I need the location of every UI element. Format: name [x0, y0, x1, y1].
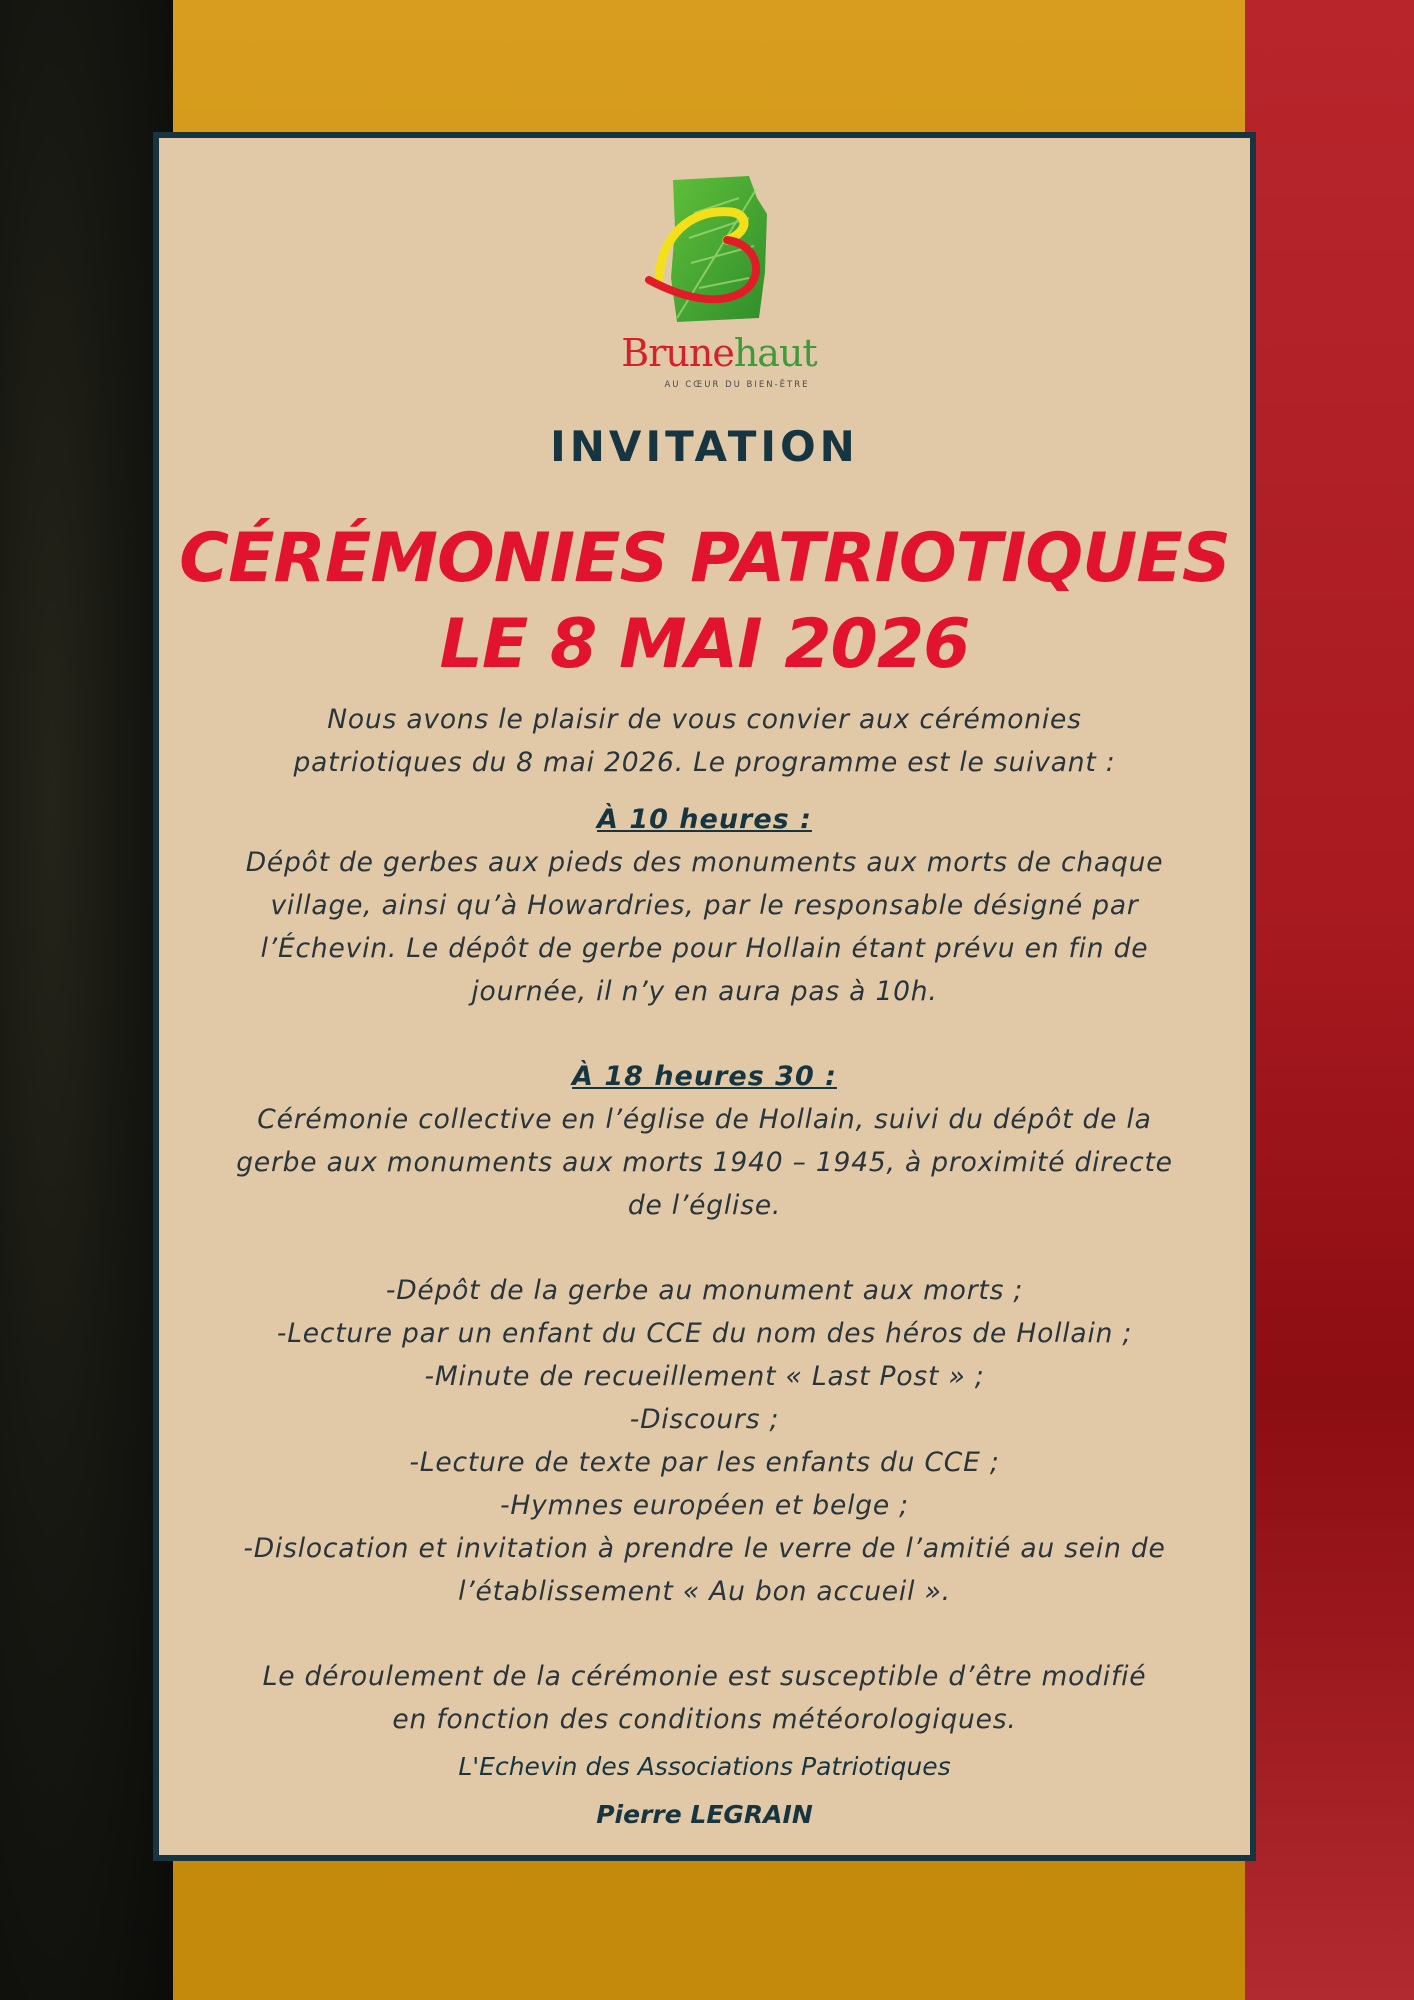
paragraph-10h: [179, 841, 1230, 1013]
paragraph-line: journée, il n’y en aura pas à 10h.: [471, 976, 938, 1007]
intro-paragraph: [179, 698, 1230, 784]
note-line: Le déroulement de la cérémonie est susceptible d’être modifié: [262, 1661, 1147, 1692]
paragraph-line: village, ainsi qu’à Howardries, par le responsable désigné par: [270, 890, 1139, 921]
program-item: -Minute de recueillement « Last Post » ;: [424, 1361, 985, 1392]
paragraph-line: Cérémonie collective en l’église de Hollain, suivi du dépôt de la: [257, 1104, 1152, 1135]
invitation-label: INVITATION: [550, 422, 859, 471]
note-line: en fonction des conditions météorologiques.: [392, 1704, 1017, 1735]
logo-wordmark: [599, 333, 839, 373]
flag-black-stripe: [0, 0, 173, 2000]
invitation-panel: [153, 132, 1256, 1861]
paragraph-line: l’Échevin. Le dépôt de gerbe pour Hollain étant prévu en fin de: [260, 933, 1149, 964]
paragraph-line: de l’église.: [627, 1190, 782, 1221]
program-item: -Dépôt de la gerbe au monument aux morts ;: [385, 1275, 1024, 1306]
logo-name-brune: Brune: [621, 331, 734, 375]
paragraph-line: gerbe aux monuments aux morts 1940 – 1945, à proximité directe: [236, 1147, 1173, 1178]
weather-note: [179, 1655, 1230, 1741]
flag-red-stripe: [1245, 0, 1414, 2000]
paragraph-line: Dépôt de gerbes aux pieds des monuments aux morts de chaque: [245, 847, 1164, 878]
intro-line: patriotiques du 8 mai 2026. Le programme est le suivant :: [293, 747, 1116, 778]
program-item: -Hymnes européen et belge ;: [500, 1490, 909, 1521]
brunehaut-logo: [599, 168, 839, 398]
program-item: -Lecture de texte par les enfants du CCE ;: [409, 1447, 1000, 1478]
title-line-2: LE 8 MAI 2026: [439, 605, 970, 684]
heading-18h30: À 18 heures 30 :: [572, 1061, 837, 1092]
logo-name-haut: haut: [733, 331, 817, 375]
title-line-1: CÉRÉMONIES PATRIOTIQUES: [179, 519, 1230, 598]
intro-line: Nous avons le plaisir de vous convier aux cérémonies: [327, 704, 1082, 735]
program-item: -Dislocation et invitation à prendre le verre de l’amitié au sein de: [243, 1533, 1166, 1564]
program-item: -Discours ;: [629, 1404, 780, 1435]
program-list: [179, 1269, 1230, 1613]
program-item: l’établissement « Au bon accueil ».: [458, 1576, 951, 1607]
logo-tagline: AU CŒUR DU BIEN-ÊTRE: [664, 380, 810, 390]
leaf-b-emblem-icon: [599, 168, 839, 333]
signature-role: L'Echevin des Associations Patriotiques: [458, 1752, 951, 1781]
page-title: [159, 516, 1250, 688]
signature-name: Pierre LEGRAIN: [596, 1800, 813, 1829]
paragraph-18h30: [179, 1098, 1230, 1227]
program-item: -Lecture par un enfant du CCE du nom des héros de Hollain ;: [276, 1318, 1133, 1349]
heading-10h: À 10 heures :: [597, 804, 812, 835]
